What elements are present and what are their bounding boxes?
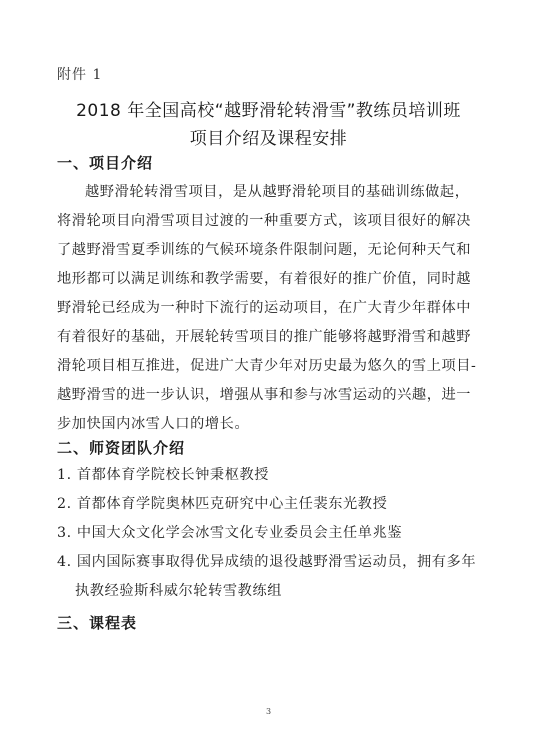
faculty-item-1: 1. 首都体育学院校长钟秉枢教授 xyxy=(57,467,270,483)
section-heading-schedule: 三、课程表 xyxy=(57,614,138,632)
document-title-line-1: 2018 年全国高校“越野滑轮转滑雪”教练员培训班 xyxy=(76,101,461,121)
faculty-item-4-line: 4. 国内国际赛事取得优异成绩的退役越野滑雪运动员，拥有多年 xyxy=(57,554,477,570)
intro-line: 有着很好的基础，开展轮转雪项目的推广能够将越野滑雪和越野 xyxy=(57,329,472,345)
intro-line: 野滑轮已经成为一种时下流行的运动项目，在广大青少年群体中 xyxy=(57,300,472,316)
faculty-item-2: 2. 首都体育学院奥林匹克研究中心主任裴东光教授 xyxy=(57,496,388,512)
attachment-label: 附件 1 xyxy=(57,67,103,83)
intro-line: 滑轮项目相互推进，促进广大青少年对历史最为悠久的雪上项目- xyxy=(57,358,477,374)
faculty-item-4 xyxy=(57,548,476,606)
document-title-line-2: 项目介绍及课程安排 xyxy=(189,129,348,149)
intro-line: 将滑轮项目向滑雪项目过渡的一种重要方式，该项目很好的解决 xyxy=(57,213,472,229)
faculty-item-4-continuation: 执教经验斯科威尔轮转雪教练组 xyxy=(75,583,283,599)
intro-line: 步加快国内冰雪人口的增长。 xyxy=(57,416,250,432)
intro-line: 了越野滑雪夏季训练的气候环境条件限制问题，无论何种天气和 xyxy=(57,242,472,258)
intro-line: 越野滑轮转滑雪项目，是从越野滑轮项目的基础训练做起， xyxy=(85,184,470,200)
intro-line: 越野滑雪的进一步认识，增强从事和参与冰雪运动的兴趣，进一 xyxy=(57,387,472,403)
intro-paragraph xyxy=(57,178,497,439)
faculty-item-3: 3. 中国大众文化学会冰雪文化专业委员会主任单兆鉴 xyxy=(57,525,403,541)
intro-line: 地形都可以满足训练和教学需要，有着很好的推广价值，同时越 xyxy=(57,271,472,287)
section-heading-faculty: 二、师资团队介绍 xyxy=(57,439,186,457)
page-number: 3 xyxy=(265,707,272,716)
section-heading-intro: 一、项目介绍 xyxy=(57,154,154,172)
